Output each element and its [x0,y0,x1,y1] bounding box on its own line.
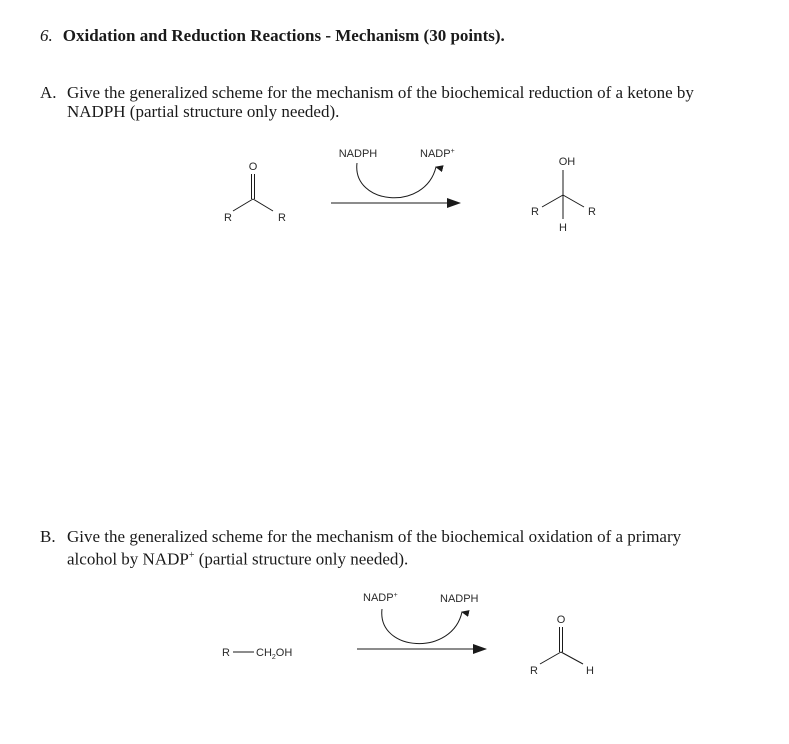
part-a-letter: A. [40,83,57,102]
reaction-arrow-a [331,148,460,203]
alcohol-r-right-label: R [588,206,596,218]
aldehyde-oxygen-label: O [556,614,566,626]
ketone-r-right-label: R [278,212,286,224]
reaction-arrow-b [357,592,486,649]
part-b-letter: B. [40,527,56,546]
nadp-in-label: NADP+ [363,592,398,604]
part-b-line2: alcohol by NADP+ (partial structure only needed). [67,549,409,569]
ketone-r-left-label: R [224,212,232,224]
aldehyde-r-label: R [530,665,538,677]
nadph-in-label: NADPH [338,148,378,160]
primary-alcohol-structure [222,647,292,661]
aldehyde-h-label: H [586,665,594,677]
primary-alcohol-ch2oh-label: $CH_2OH$ [256,647,293,661]
part-a-line2: NADPH (partial structure only needed). [67,102,340,121]
nadp-out-label: NADP+ [420,148,455,160]
ketone-oxygen-label: O [248,161,258,173]
alcohol-oh-label: OH [558,156,576,168]
question-title-text: Oxidation and Reduction Reactions - Mechanism (30 points). [62,26,505,45]
part-a-line1: Give the generalized scheme for the mechanism of the biochemical reduction of a ketone by [67,83,694,102]
secondary-alcohol-structure [531,156,596,234]
alcohol-r-left-label: R [531,206,539,218]
alcohol-h-label: H [559,222,567,234]
part-b-line1: Give the generalized scheme for the mechanism of the biochemical oxidation of a primary [67,527,682,546]
nadph-out-label: NADPH [440,593,479,605]
aldehyde-structure [530,614,594,677]
primary-alcohol-r-label: R [222,647,230,659]
ketone-structure [224,161,286,224]
question-number: 6. [40,26,53,45]
